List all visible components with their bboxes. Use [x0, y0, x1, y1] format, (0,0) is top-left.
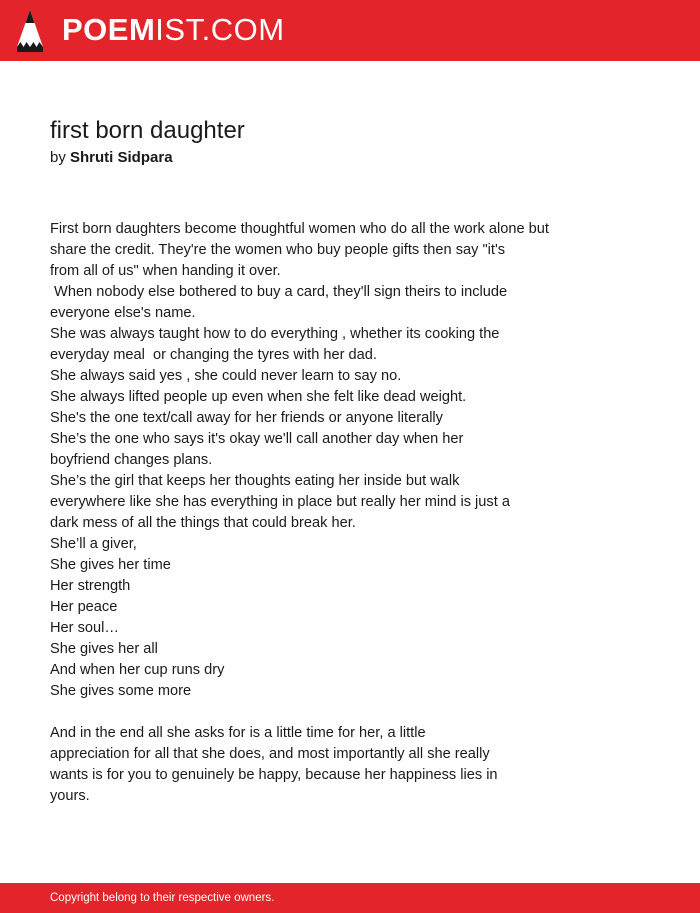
site-footer: [0, 883, 700, 913]
poem-line: She was always taught how to do everything , whether its cooking the: [50, 326, 500, 342]
pencil-tip-icon[interactable]: [16, 9, 44, 53]
poem-line: everyday meal or changing the tyres with her dad.: [50, 347, 377, 363]
by-label: by: [50, 149, 66, 166]
poem-line: She’s the girl that keeps her thoughts eating her inside but walk: [50, 473, 460, 489]
poem-line: She's the one text/call away for her friends or anyone literally: [50, 410, 443, 426]
poem-line: share the credit. They're the women who buy people gifts then say "it's: [50, 242, 506, 258]
poem-line: She gives her time: [50, 557, 171, 573]
byline: [50, 148, 173, 168]
poem-line: She always said yes , she could never learn to say no.: [50, 368, 402, 384]
poem-line: boyfriend changes plans.: [50, 452, 213, 468]
site-logo[interactable]: [62, 12, 285, 48]
poem-line: everywhere like she has everything in place but really her mind is just a: [50, 494, 510, 510]
poem-title: first born daughter: [50, 117, 245, 144]
site-header: [0, 0, 700, 61]
poem-line: When nobody else bothered to buy a card, they'll sign theirs to include: [50, 284, 508, 300]
poem-line: appreciation for all that she does, and most importantly all she really: [50, 746, 490, 762]
author-name: Shruti Sidpara: [70, 149, 173, 166]
poem-line: Her peace: [50, 599, 118, 615]
logo-bold-text: POEM: [62, 12, 156, 47]
poem-line: yours.: [50, 788, 90, 804]
poem-body: [50, 219, 650, 807]
poem-line: She gives her all: [50, 641, 158, 657]
stanza-break: [50, 702, 650, 723]
poem-line: And in the end all she asks for is a little time for her, a little: [50, 725, 426, 741]
poem-line: And when her cup runs dry: [50, 662, 225, 678]
poem-line: She’s the one who says it's okay we'll call another day when her: [50, 431, 464, 447]
poem-line: She always lifted people up even when she felt like dead weight.: [50, 389, 467, 405]
poem-line: from all of us" when handing it over.: [50, 263, 281, 279]
poem-line: She gives some more: [50, 683, 192, 699]
copyright-notice: Copyright belong to their respective owners.: [50, 892, 275, 904]
poem-line: She’ll a giver,: [50, 536, 137, 552]
poem-line: Her strength: [50, 578, 131, 594]
poem-line: everyone else's name.: [50, 305, 196, 321]
poem-line: dark mess of all the things that could break her.: [50, 515, 356, 531]
poem-line: Her soul…: [50, 620, 119, 636]
poem-line: First born daughters become thoughtful women who do all the work alone but: [50, 221, 549, 237]
logo-light-text: IST.COM: [155, 12, 285, 47]
poem-line: wants is for you to genuinely be happy, because her happiness lies in: [50, 767, 498, 783]
